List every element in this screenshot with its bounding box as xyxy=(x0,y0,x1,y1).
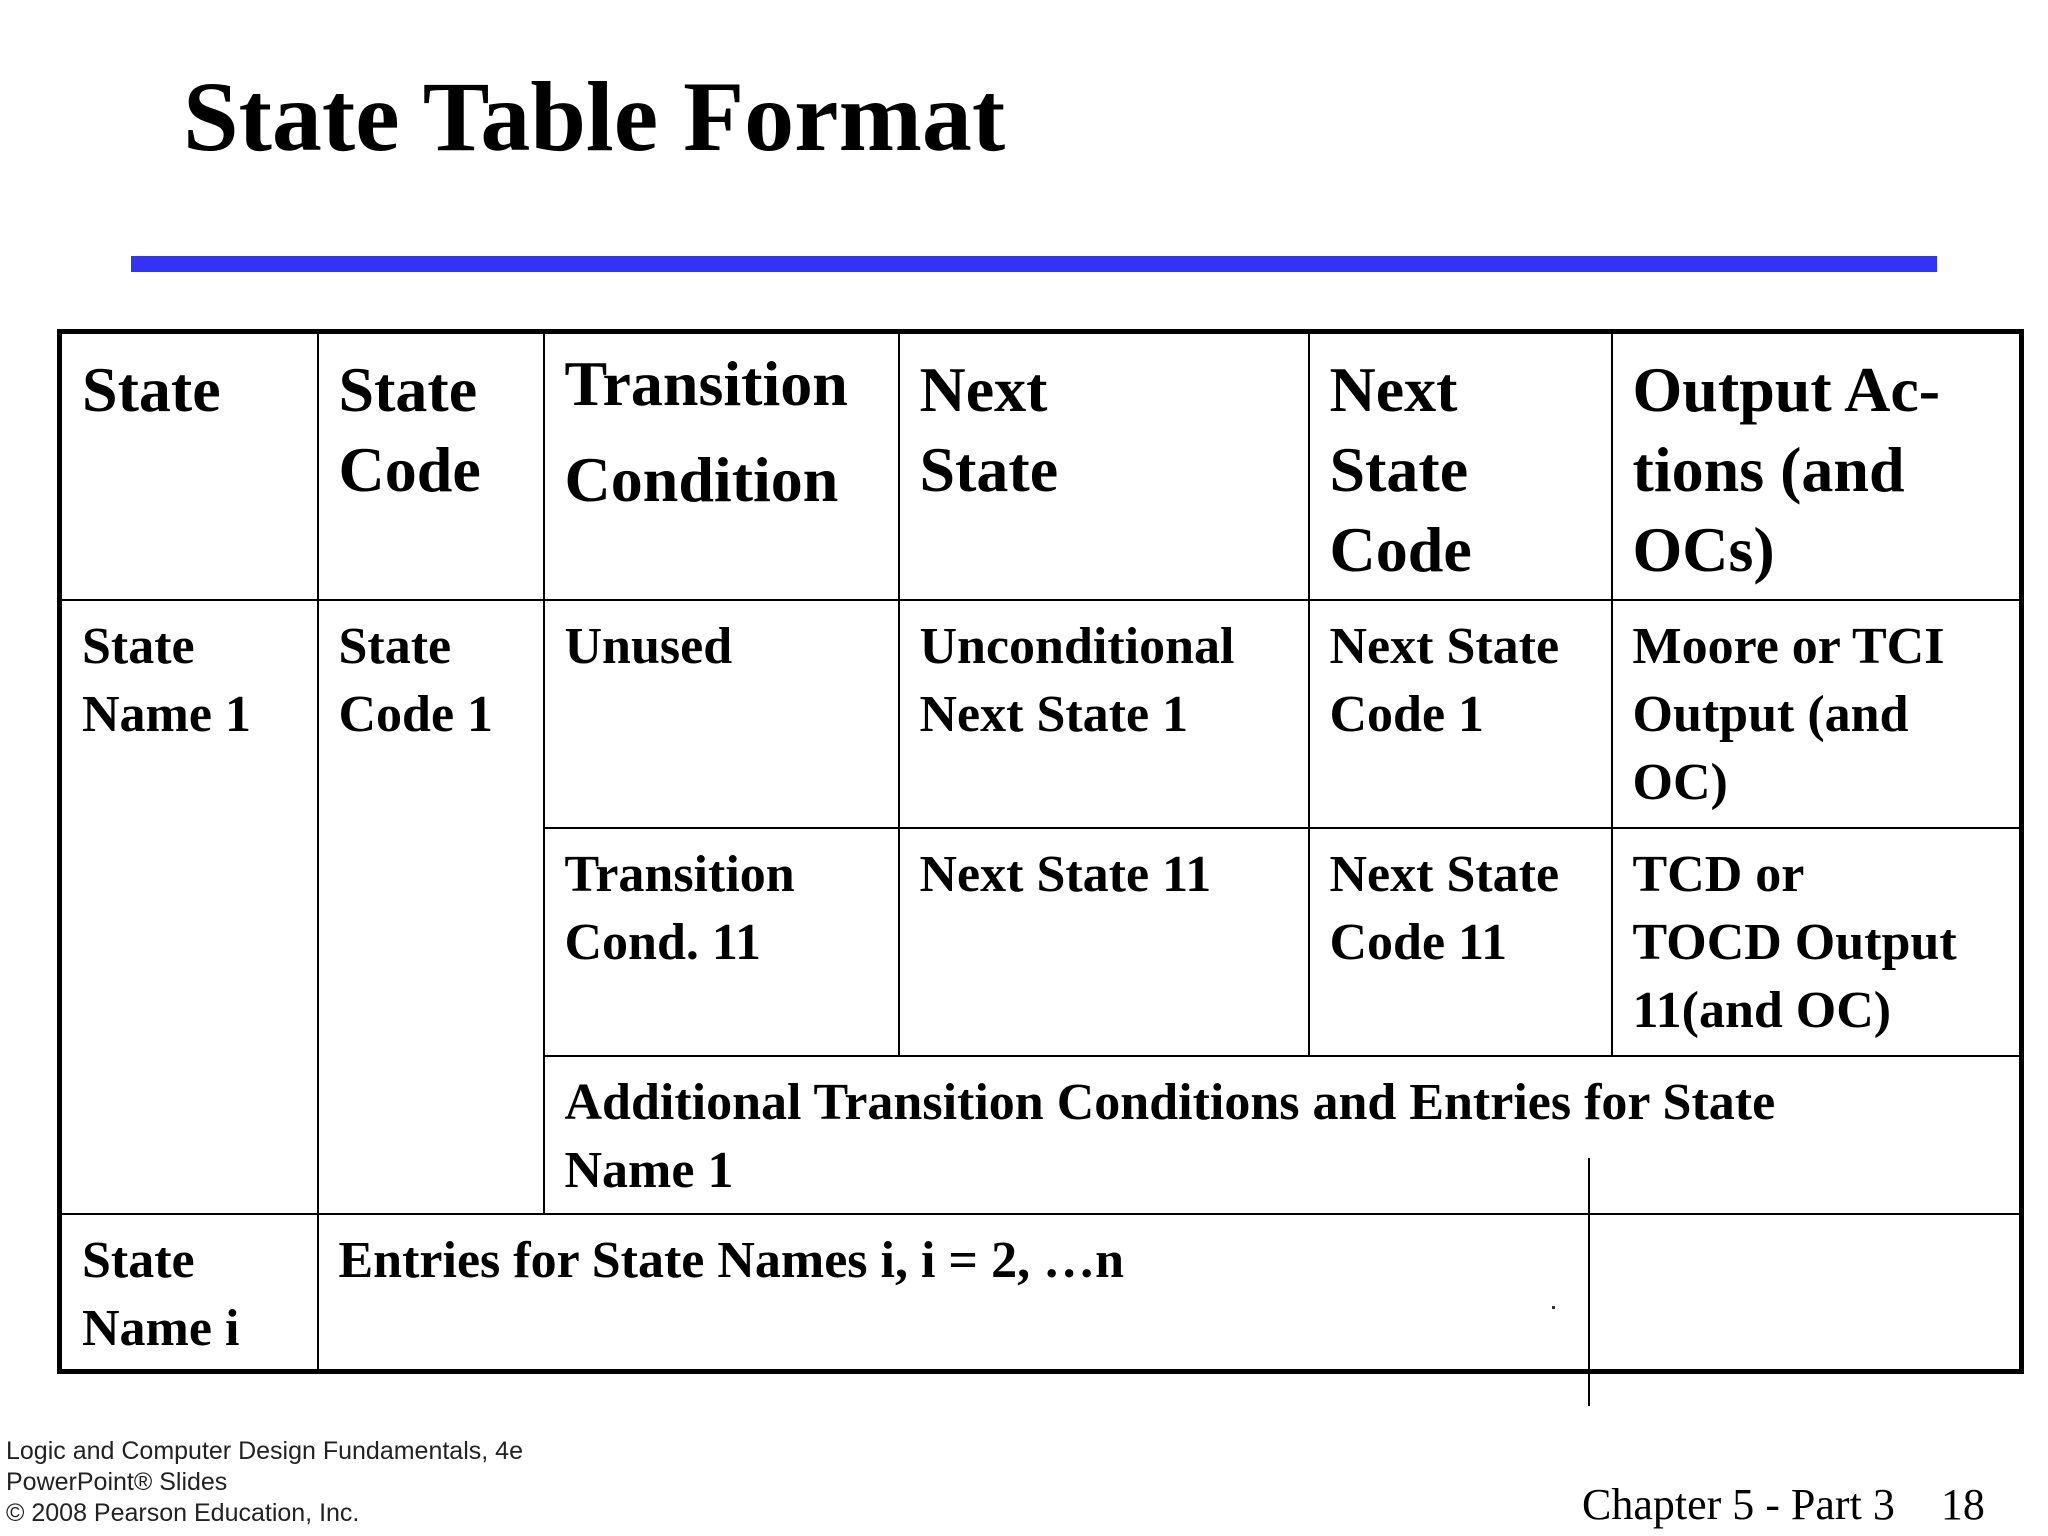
cell-transition-cond-11: Transition Cond. 11 xyxy=(544,828,899,1056)
header-transition-condition: Transition Condition xyxy=(544,332,899,600)
state-table xyxy=(57,329,2024,1374)
cell-state-name-1: State Name 1 xyxy=(60,600,318,1214)
header-next-state-code: Next State Code xyxy=(1309,332,1612,600)
stray-dot xyxy=(1552,1306,1555,1309)
cell-unconditional-next-state: Unconditional Next State 1 xyxy=(899,600,1309,828)
table-row xyxy=(60,1214,2022,1372)
stray-vertical-line xyxy=(1588,1158,1590,1406)
cell-transition-unused: Unused xyxy=(544,600,899,828)
cell-tcd-output: TCD or TOCD Output 11(and OC) xyxy=(1612,828,2022,1056)
cell-next-state-code-11: Next State Code 11 xyxy=(1309,828,1612,1056)
cell-state-name-i: State Name i xyxy=(60,1214,318,1372)
cell-additional-transitions: Additional Transition Conditions and Entries for State Name 1 xyxy=(544,1056,2022,1214)
cell-state-code-1: State Code 1 xyxy=(318,600,544,1214)
footer-chapter-page xyxy=(1582,1480,1985,1530)
header-row xyxy=(60,332,2022,600)
cell-entries-state-names: Entries for State Names i, i = 2, …n xyxy=(318,1214,2022,1372)
cell-moore-output: Moore or TCI Output (and OC) xyxy=(1612,600,2022,828)
cell-next-state-code-1: Next State Code 1 xyxy=(1309,600,1612,828)
header-state: State xyxy=(60,332,318,600)
page-number: 18 xyxy=(1940,1480,1985,1529)
cell-next-state-11: Next State 11 xyxy=(899,828,1309,1056)
slide-title: State Table Format xyxy=(183,61,1006,172)
header-output-actions: Output Ac- tions (and OCs) xyxy=(1612,332,2022,600)
footer-credits: Logic and Computer Design Fundamentals, 4e PowerPoint® Slides © 2008 Pearson Education, Inc. xyxy=(6,1437,523,1527)
footer-chapter: Chapter 5 - Part 3 xyxy=(1582,1480,1895,1529)
header-state-code: State Code xyxy=(318,332,544,600)
table-row xyxy=(60,600,2022,828)
title-rule xyxy=(131,256,1937,272)
header-next-state: Next State xyxy=(899,332,1309,600)
